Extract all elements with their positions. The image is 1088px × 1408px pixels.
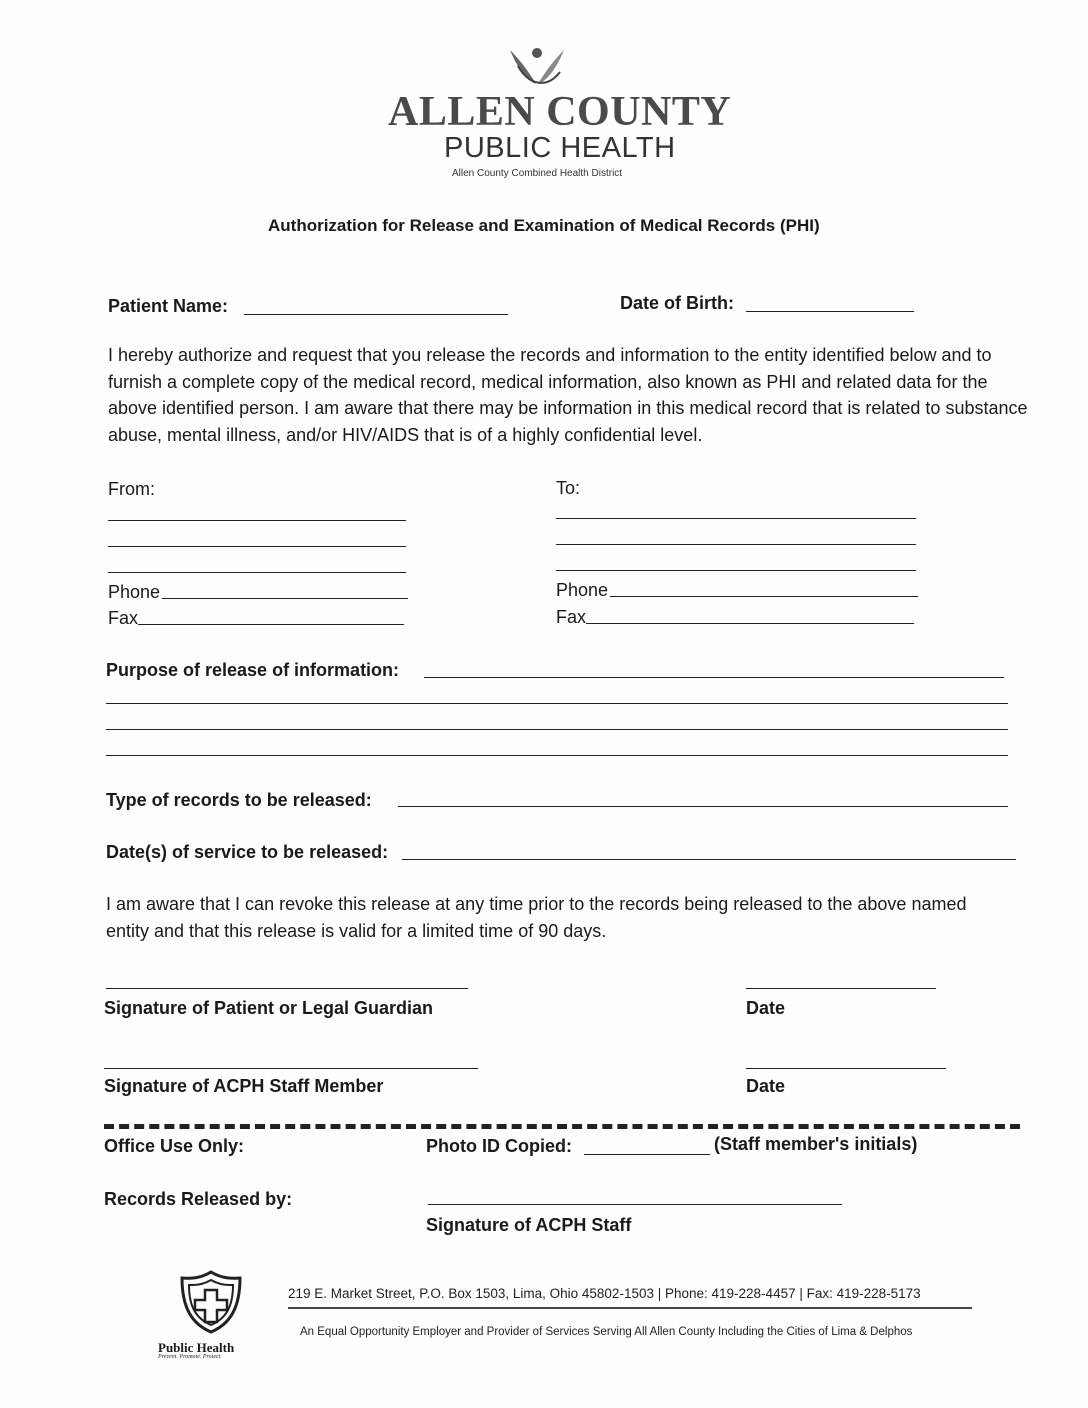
photo-id-label: Photo ID Copied: bbox=[426, 1136, 572, 1156]
sig-patient-label: Signature of Patient or Legal Guardian bbox=[104, 998, 434, 1018]
purpose-line[interactable] bbox=[106, 703, 1008, 704]
purpose-line[interactable] bbox=[106, 729, 1008, 730]
footer-rule bbox=[288, 1307, 972, 1309]
type-label: Type of records to be released: bbox=[106, 790, 372, 810]
from-fax-field[interactable] bbox=[138, 624, 404, 625]
org-district: Allen County Combined Health District bbox=[452, 168, 623, 179]
from-phone-field[interactable] bbox=[162, 598, 408, 599]
footer-equal-opportunity: An Equal Opportunity Employer and Provider of Services Serving All Allen County Including the Cities of Lima & Delphos bbox=[300, 1326, 913, 1338]
org-name: ALLEN COUNTY bbox=[388, 89, 732, 135]
office-use-label: Office Use Only: bbox=[104, 1136, 245, 1156]
footer-logo-text: Public Health bbox=[158, 1340, 235, 1355]
staff-signature-field[interactable] bbox=[104, 1068, 478, 1069]
from-address-line[interactable] bbox=[108, 572, 406, 573]
to-address-line[interactable] bbox=[556, 518, 916, 519]
leaf-person-icon bbox=[500, 44, 570, 94]
from-fax-label: Fax bbox=[108, 608, 139, 628]
sig-staff-label: Signature of ACPH Staff Member bbox=[104, 1076, 384, 1096]
shield-cross-icon bbox=[176, 1268, 246, 1336]
staff-date-field[interactable] bbox=[746, 1068, 946, 1069]
form-title: Authorization for Release and Examination of Medical Records (PHI) bbox=[268, 216, 820, 235]
to-fax-field[interactable] bbox=[586, 623, 914, 624]
acph-staff-signature-field[interactable] bbox=[428, 1204, 842, 1205]
to-address-line[interactable] bbox=[556, 544, 916, 545]
sig-acph-staff-label: Signature of ACPH Staff bbox=[426, 1215, 632, 1235]
from-phone-label: Phone bbox=[108, 582, 161, 602]
patient-signature-field[interactable] bbox=[106, 988, 468, 989]
revoke-text: I am aware that I can revoke this release at any time prior to the records being released to the above named entity and that this release is valid for a limited time of 90 days. bbox=[106, 894, 967, 941]
dob-field[interactable] bbox=[746, 311, 914, 312]
purpose-label: Purpose of release of information: bbox=[106, 660, 400, 680]
org-subtitle: PUBLIC HEALTH bbox=[444, 132, 676, 164]
to-phone-field[interactable] bbox=[610, 596, 918, 597]
type-field[interactable] bbox=[398, 806, 1008, 807]
dashed-divider bbox=[104, 1124, 1020, 1129]
dates-field[interactable] bbox=[402, 859, 1016, 860]
to-fax-label: Fax bbox=[556, 607, 587, 627]
purpose-field[interactable] bbox=[424, 677, 1004, 678]
from-label: From: bbox=[108, 479, 155, 499]
from-address-line[interactable] bbox=[108, 520, 406, 521]
from-address-line[interactable] bbox=[108, 546, 406, 547]
footer-address: 219 E. Market Street, P.O. Box 1503, Lima, Ohio 45802-1503 | Phone: 419-228-4457 | Fax: 419-228-5173 bbox=[288, 1286, 921, 1301]
dob-label: Date of Birth: bbox=[620, 293, 734, 313]
records-released-label: Records Released by: bbox=[104, 1189, 293, 1209]
patient-date-label: Date bbox=[746, 998, 786, 1018]
staff-date-label: Date bbox=[746, 1076, 786, 1096]
to-phone-label: Phone bbox=[556, 580, 609, 600]
patient-date-field[interactable] bbox=[746, 988, 936, 989]
photo-id-initials-field[interactable] bbox=[584, 1154, 710, 1155]
footer-logo-tagline: Prevent. Promote. Protect. bbox=[158, 1354, 222, 1360]
patient-name-label: Patient Name: bbox=[108, 296, 229, 316]
patient-name-field[interactable] bbox=[244, 314, 508, 315]
dates-label: Date(s) of service to be released: bbox=[106, 842, 389, 862]
to-address-line[interactable] bbox=[556, 570, 916, 571]
purpose-line[interactable] bbox=[106, 755, 1008, 756]
staff-initials-label: (Staff member's initials) bbox=[714, 1134, 918, 1154]
to-label: To: bbox=[556, 478, 581, 498]
authorization-text: I hereby authorize and request that you release the records and information to the entity identified below and to furnish a complete copy of the medical record, medical information, also known as PHI and related data for the above identified person. I am aware that there may be information in this medical record that is related to substance abuse, mental illness, and/or HIV/AIDS that is of a highly confidential level. bbox=[108, 345, 1028, 445]
